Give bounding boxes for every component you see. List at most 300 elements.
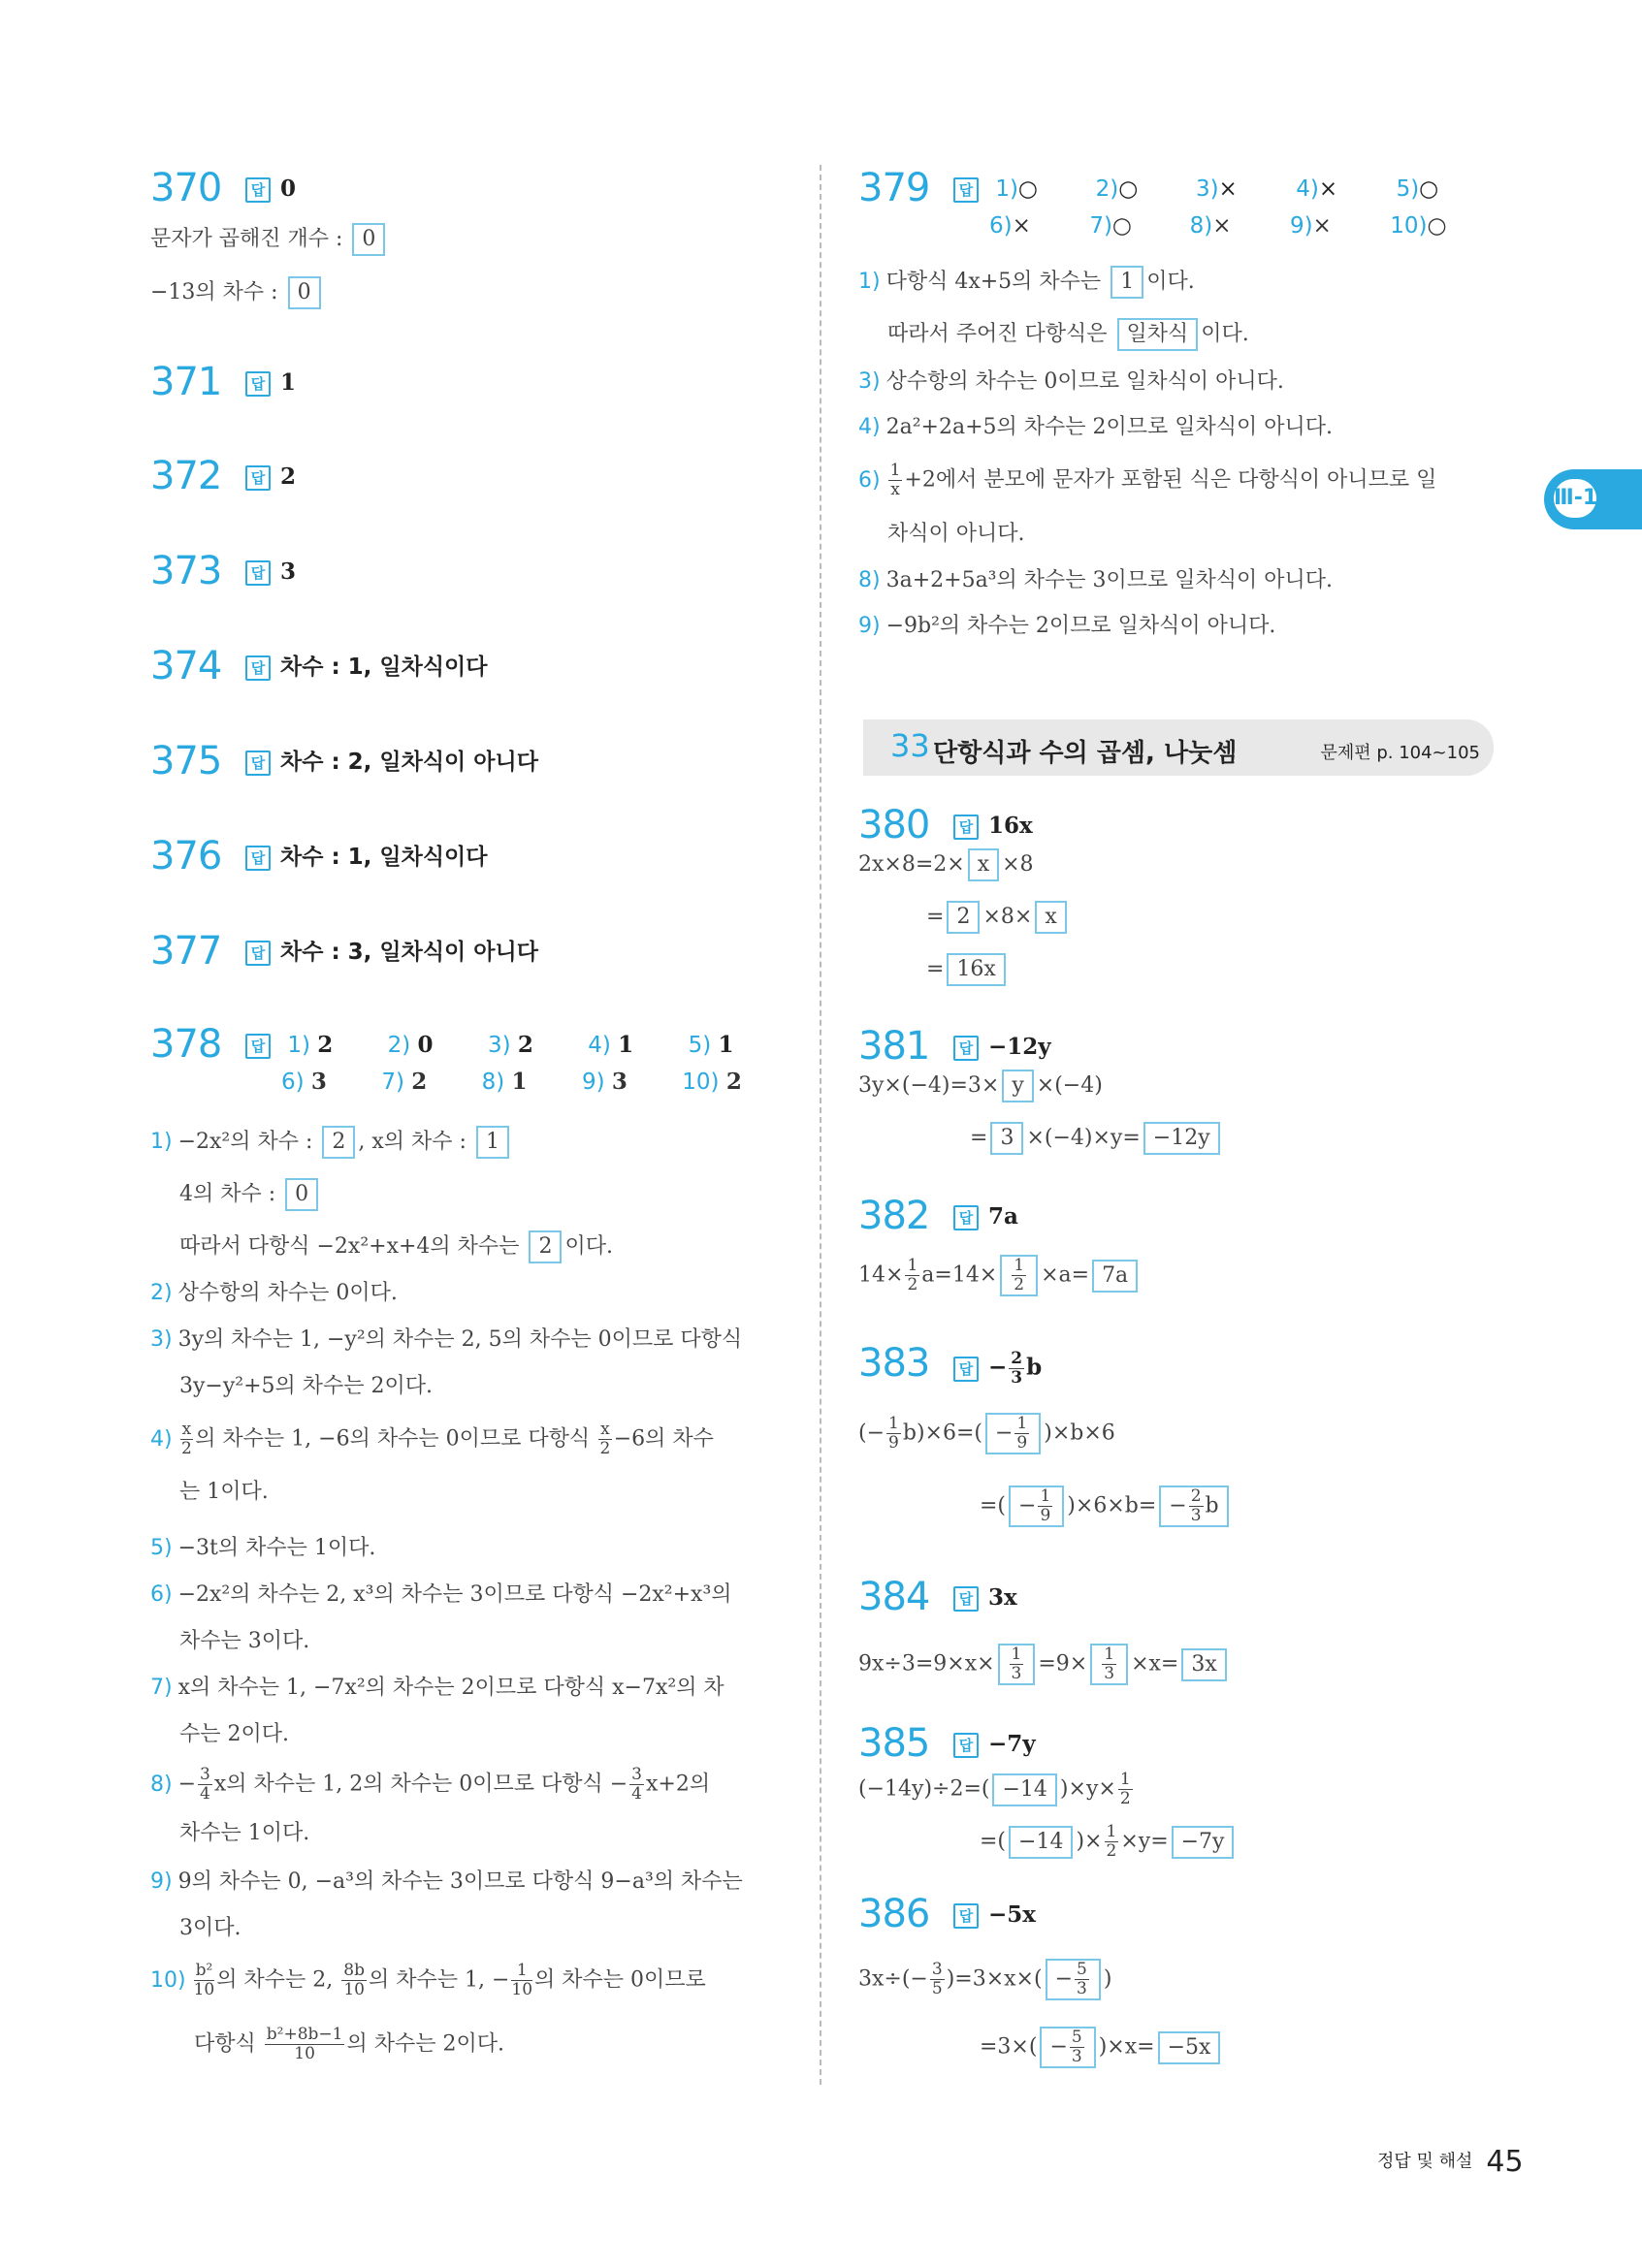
denominator: 10 [294,2044,315,2063]
answer-icon: 답 [953,1036,979,1061]
text: = [970,1126,988,1150]
answer-box: 1 [476,1126,509,1159]
answer-icon: 답 [245,1034,271,1059]
denominator: 9 [888,1433,899,1453]
problem-number: 386 [858,1892,930,1936]
text: )×b×6 [1044,1421,1115,1446]
fraction [341,1962,367,1999]
denominator: 3 [1011,1664,1022,1683]
item-answer [1397,175,1490,204]
explanation-line [858,462,1436,499]
text: 이다. [564,1234,613,1259]
item-answer [1296,175,1389,204]
answer-value: 3x [988,1584,1017,1611]
explanation-line [980,1485,1232,1527]
text: 의 차수는 2, [216,1967,334,1993]
denominator: 3 [1190,1506,1202,1525]
fraction [1105,1823,1119,1861]
item-value: × [1012,213,1031,239]
section-number: 33 [890,727,930,764]
text: b [1205,1493,1219,1518]
item-label: 3) [858,369,881,394]
numerator: 3 [200,1765,210,1784]
explanation-line [970,1122,1223,1155]
explanation-line [150,1126,512,1159]
answer-box [1159,1485,1228,1527]
text: −3t의 차수는 1이다. [177,1536,376,1560]
answer-icon: 답 [245,751,271,776]
text: =9× [1038,1651,1088,1677]
explanation-line [150,1580,732,1611]
item-value: 1 [511,1069,528,1095]
fraction [888,462,903,499]
text: , x의 차수 : [358,1130,467,1154]
explanation-line [980,2027,1223,2068]
problem-number: 379 [858,166,930,210]
text: )× [1076,1829,1103,1854]
item-value: 1 [718,1032,734,1058]
text: x의 차수는 1, 2의 차수는 0이므로 다항식 − [213,1772,628,1797]
item-label: 7) [381,1070,404,1095]
item-label: 3) [487,1033,511,1058]
answer-icon: 답 [953,1733,979,1758]
explanation-line [179,1818,309,1849]
item-answer [1096,175,1189,204]
explanation-line [858,611,1275,642]
item-answer [582,1068,675,1097]
text: (−14y)÷2=( [858,1776,990,1802]
answer-icon: 답 [245,560,271,586]
answer [953,175,1490,204]
text: =( [980,1829,1007,1854]
answer [953,812,1033,841]
denominator: 9 [1016,1433,1028,1453]
answer-box [1000,1255,1038,1296]
text: −2x²의 차수는 2, x³의 차수는 3이므로 다항식 −2x²+x³의 [177,1582,732,1607]
explanation-line [179,1477,269,1508]
fraction [930,1961,945,1998]
item-value: ○ [1427,213,1447,239]
answer [245,843,488,872]
text: 3y×(−4)=3× [858,1073,1000,1098]
item-label: 8) [1189,213,1213,239]
text: − [1018,1493,1037,1518]
item-value: ○ [1118,176,1139,202]
text: −13의 차수 : [150,280,278,304]
item-label: 3) [150,1327,173,1352]
item-value: × [1218,176,1238,202]
answer [953,1350,1042,1388]
fraction [1118,1771,1133,1808]
text: 9x÷3=9×x× [858,1651,995,1677]
explanation-line [194,2026,504,2063]
text: ×8 [1002,852,1034,877]
item-label: 4) [150,1426,173,1452]
answer-value: 차수 : 3, 일차식이 아니다 [280,940,538,965]
numerator: 1 [888,1414,899,1433]
text: )×y× [1059,1776,1116,1802]
answer-value: 16x [988,813,1033,839]
fraction [1038,1487,1052,1525]
numerator: x [181,1420,192,1439]
denominator: 9 [1040,1506,1051,1525]
text: 3y−y²+5의 차수는 2이다. [179,1374,434,1398]
answer-box: −5x [1158,2031,1221,2064]
problem-number: 370 [150,166,222,210]
answer-box: 0 [352,223,385,256]
text: − [994,1421,1014,1446]
item-answer [682,1068,775,1097]
numerator: 1 [1106,1822,1117,1841]
explanation-line [150,223,388,256]
answer-value: 2 [280,463,297,490]
denominator: 2 [180,1439,192,1458]
item-value: 2 [317,1032,334,1058]
item-label: 10) [150,1967,186,1993]
fraction [511,1962,532,1999]
item-value: 2 [517,1032,533,1058]
answer-value: 3 [280,559,297,585]
fraction [1070,2028,1084,2066]
item-answer [381,1068,474,1097]
text: 3a+2+5a³의 차수는 3이므로 일차식이 아니다. [885,568,1333,592]
text: x+2의 [646,1772,711,1797]
fraction [1009,1350,1024,1388]
fraction [886,1415,901,1453]
text: 14× [858,1262,904,1288]
answer-box: 0 [288,276,321,309]
problem-number: 371 [150,360,222,404]
footer-text: 정답 및 해설 [1377,2151,1473,2172]
answer [245,558,296,587]
page-footer [1377,2145,1524,2179]
text: b)×6=( [902,1421,982,1446]
text: −6의 차수 [613,1426,714,1452]
answer-value: 1 [280,369,297,396]
item-label: 4) [858,415,881,439]
answer-icon: 답 [953,815,979,840]
numerator: 1 [1040,1486,1051,1506]
explanation-line [926,901,1070,934]
answer [245,938,538,967]
item-answer [488,1031,581,1060]
problem-number: 375 [150,739,222,783]
item-label: 4) [1296,176,1319,202]
item-value: 2 [411,1069,428,1095]
answer-value: −5x [988,1901,1036,1928]
item-answer [1390,211,1483,240]
answer [953,1202,1018,1231]
text: ) [1103,1966,1112,1992]
text: ×x= [1131,1651,1179,1677]
answer-box: −14 [1009,1826,1073,1859]
item-label: 8) [150,1772,173,1797]
text: 2a²+2a+5의 차수는 2이므로 일차식이 아니다. [885,415,1333,439]
explanation-line [858,367,1284,398]
numerator: 1 [1011,1645,1022,1664]
answer-box: x [1035,901,1066,934]
item-answer [588,1031,681,1060]
denominator: 2 [907,1275,918,1294]
text: 따라서 주어진 다항식은 [887,322,1108,346]
problem-number: 377 [150,929,222,974]
item-answer [1290,211,1383,240]
problem-number: 374 [150,644,222,688]
explanation-line [858,1255,1141,1296]
answer [245,368,296,398]
item-label: 5) [688,1033,712,1058]
answer-box [998,1644,1036,1685]
text: =3×( [980,2034,1038,2060]
answer-value: −12y [988,1034,1051,1060]
text: 차수는 1이다. [179,1821,310,1845]
item-answer [1190,211,1283,240]
text: − [1049,2034,1068,2060]
section-title: 단항식과 수의 곱셈, 나눗셈 [933,739,1238,768]
item-value: × [1312,213,1332,239]
item-label: 3) [1195,176,1219,202]
numerator: b² [195,1961,213,1980]
item-value: 2 [725,1069,742,1095]
item-label: 5) [1396,176,1420,202]
text: 의 차수는 1, −6의 차수는 0이므로 다항식 [195,1426,591,1452]
text: − [1054,1966,1073,1992]
denominator: 3 [1104,1664,1115,1683]
answer-box: y [1002,1070,1033,1102]
answer [953,1033,1051,1062]
item-label: 9) [581,1070,605,1095]
answer-box [1090,1644,1128,1685]
item-answer [1196,175,1289,204]
answer-value: 차수 : 1, 일차식이다 [280,655,488,680]
explanation-line [150,1278,398,1309]
item-value: ○ [1017,176,1038,202]
item-answer [388,1031,481,1060]
text: ×y= [1120,1829,1169,1854]
explanation-line [926,953,1009,986]
fraction [194,1962,215,1999]
chapter-tab [1544,469,1642,529]
item-answer [995,175,1088,204]
numerator: 3 [631,1765,642,1784]
item-label: 9) [150,1869,173,1894]
explanation-line [858,1070,1103,1102]
answer-icon: 답 [245,941,271,966]
explanation-line [887,519,1025,550]
item-value: × [1212,213,1232,239]
text: = [926,905,945,929]
text: ×8× [982,905,1033,929]
answer-box [1040,2027,1095,2068]
answer-icon: 답 [245,846,271,871]
item-label: 9) [1289,213,1313,239]
problem-number: 383 [858,1341,930,1386]
answer-box: x [968,848,999,881]
fraction [1189,1487,1204,1525]
item-label: 8) [858,568,881,592]
item-label: 6) [150,1582,173,1607]
item-value: ○ [1419,176,1439,202]
answer [245,1031,782,1060]
answer-box [1046,1959,1101,2000]
fraction [629,1766,644,1804]
answer-value: 0 [280,176,297,202]
numerator: b²+8b−1 [266,2025,343,2044]
answer-value: 7a [988,1203,1018,1230]
denominator: 4 [631,1784,642,1804]
fraction [180,1421,194,1458]
item-label: 6) [989,213,1013,239]
item-label: 1) [287,1033,310,1058]
explanation-line [179,1230,613,1263]
explanation-line [858,1413,1115,1454]
answer [245,463,296,492]
text: 3y의 차수는 1, −y²의 차수는 2, 5의 차수는 0이므로 다항식 [177,1327,743,1352]
numerator: 2 [1190,1486,1202,1506]
explanation-line [179,1371,433,1402]
answer-box: −7y [1172,1826,1235,1859]
explanation-line [179,1913,241,1944]
explanation-line [858,565,1333,596]
answer-box: 16x [947,953,1005,986]
explanation-line [858,266,1195,299]
problem-number: 378 [150,1022,222,1067]
fraction [598,1421,612,1458]
answer-box: 1 [1111,266,1143,299]
answer-value: 차수 : 2, 일차식이 아니다 [280,750,538,775]
numerator: 1 [1119,1770,1131,1789]
numerator: 8b [343,1961,365,1980]
answer-icon: 답 [953,1357,979,1382]
explanation-line [150,1962,706,1999]
item-label: 8) [481,1070,505,1095]
text: )=3×x×( [946,1966,1043,1992]
explanation-line [179,1719,289,1750]
text: 의 차수는 0이므로 [534,1967,706,1993]
denominator: 5 [931,1979,943,1998]
item-value: 1 [618,1032,634,1058]
item-answer [482,1068,575,1097]
explanation-line [858,1644,1230,1685]
text: 2x×8=2× [858,852,965,877]
answer-box: 2 [947,901,980,934]
problem-number: 385 [858,1721,930,1766]
fraction [905,1257,919,1294]
text: =( [980,1493,1007,1518]
item-label: 1) [858,270,881,294]
answer-value: 차수 : 1, 일차식이다 [280,845,488,870]
item-value: × [1318,176,1338,202]
answer-icon: 답 [245,371,271,397]
numerator: 5 [1071,2028,1082,2047]
numerator: 2 [1011,1349,1023,1368]
answer-value: − [988,1354,1008,1381]
item-value: 3 [310,1069,327,1095]
answer-box: 0 [285,1178,318,1211]
text: 이다. [1201,322,1249,346]
text: 9의 차수는 0, −a³의 차수는 3이므로 다항식 9−a³의 차수는 [177,1869,743,1894]
denominator: 10 [193,1980,215,1999]
fraction [265,2026,345,2063]
section-reference: 문제편 p. 104~105 [1320,743,1480,763]
text: (− [858,1421,885,1446]
answer-icon: 답 [953,1586,979,1612]
problem-number: 372 [150,454,222,498]
explanation-line [150,1421,714,1458]
explanation-line [150,1766,710,1804]
numerator: 1 [1104,1645,1115,1664]
text: ×(−4)×y= [1026,1126,1141,1150]
numerator: 3 [931,1960,943,1979]
fraction [198,1766,212,1804]
denominator: 3 [1011,1368,1023,1388]
text: ×a= [1041,1262,1090,1288]
item-value: 0 [417,1032,434,1058]
answer-icon: 답 [245,177,271,203]
explanation-line [858,1771,1135,1808]
explanation-line [150,276,324,309]
item-label: 4) [588,1033,611,1058]
answer-box: 3 [990,1122,1023,1155]
text: )×6×b= [1067,1493,1157,1518]
text: − [177,1772,197,1797]
fraction [1075,1961,1089,1998]
text: 문자가 곱해진 개수 : [150,227,343,251]
column-divider [820,165,821,2085]
denominator: 10 [343,1980,365,1999]
denominator: 3 [1071,2047,1082,2066]
answer-icon: 답 [953,177,979,203]
answer-icon: 답 [245,465,271,491]
fraction [1102,1645,1116,1683]
answer [245,653,488,682]
denominator: 4 [200,1784,210,1804]
explanation-line [150,1325,742,1356]
explanation-line [150,1533,375,1564]
problem-number: 384 [858,1575,930,1619]
problem-number: 382 [858,1194,930,1238]
text: 상수항의 차수는 0이므로 일차식이 아니다. [885,369,1284,394]
explanation-line [150,1867,743,1898]
explanation-line [179,1626,309,1657]
numerator: 5 [1077,1960,1087,1979]
item-label: 6) [281,1070,305,1095]
explanation-line [150,1673,724,1704]
answer-icon: 답 [953,1903,979,1929]
item-answer [281,1068,374,1097]
denominator: 2 [1119,1789,1131,1808]
numerator: 1 [907,1256,918,1275]
fraction [1012,1257,1026,1294]
text: 3x÷(− [858,1966,928,1992]
text: −2x²의 차수 : [177,1130,313,1154]
answer [953,1583,1017,1613]
item-value: ○ [1111,213,1132,239]
numerator: 1 [1016,1414,1028,1433]
text: 이다. [1146,270,1195,294]
answer-row-2 [989,211,1483,240]
item-label: 9) [858,614,881,638]
denominator: 2 [1106,1841,1117,1861]
answer-box [985,1413,1041,1454]
item-label: 2) [387,1033,411,1058]
denominator: 3 [1077,1979,1087,1998]
explanation-line [858,412,1333,443]
item-label: 7) [150,1676,173,1700]
text: −9b²의 차수는 2이므로 일차식이 아니다. [885,614,1276,638]
answer-value: b [1026,1354,1043,1381]
explanation-line [858,1959,1111,2000]
